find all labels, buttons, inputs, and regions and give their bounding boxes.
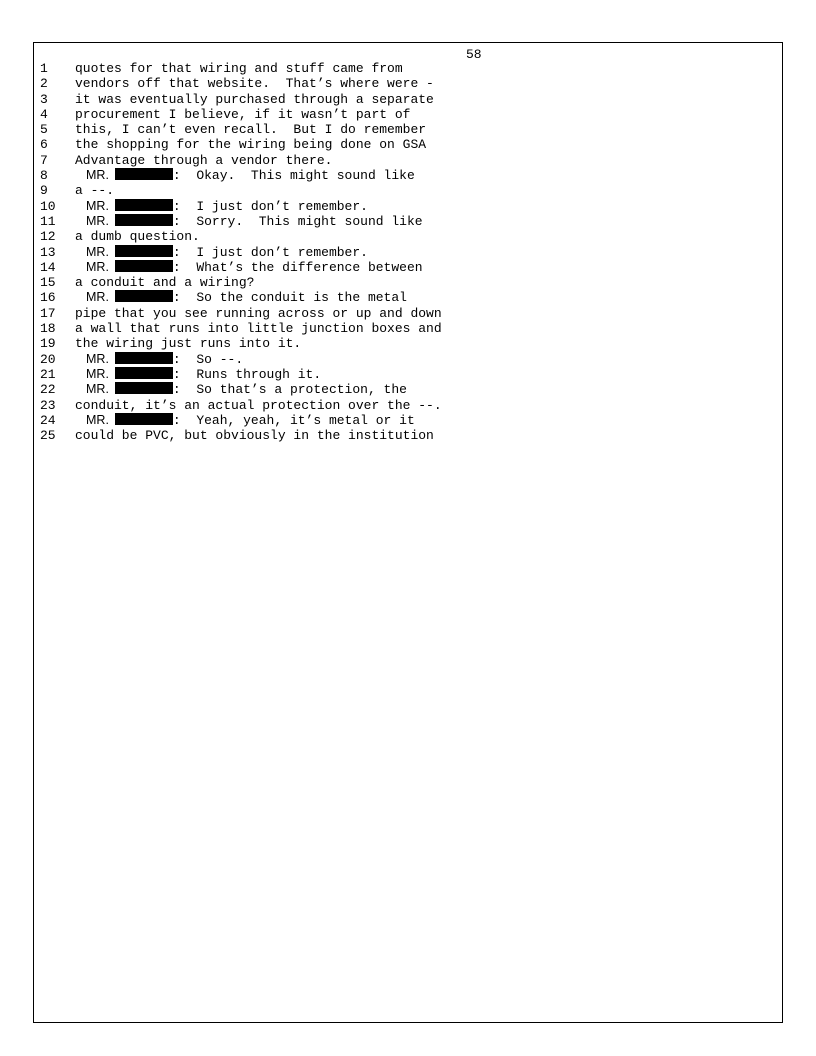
line-number: 7 bbox=[40, 152, 48, 168]
line-number: 10 bbox=[40, 198, 56, 214]
line-text bbox=[75, 245, 368, 260]
line-text: pipe that you see running across or up and down bbox=[75, 305, 442, 321]
line-number: 9 bbox=[40, 183, 48, 199]
redaction-box bbox=[115, 168, 173, 180]
transcript-line bbox=[40, 413, 740, 428]
transcript-line bbox=[40, 199, 740, 214]
speech-text: : Yeah, yeah, it’s metal or it bbox=[172, 412, 415, 428]
line-text: a --. bbox=[75, 183, 115, 199]
line-text bbox=[75, 290, 407, 305]
line-number: 20 bbox=[40, 351, 56, 367]
transcript-line bbox=[40, 245, 740, 260]
line-number: 3 bbox=[40, 91, 48, 107]
line-text bbox=[75, 382, 407, 397]
transcript-line bbox=[40, 382, 740, 397]
transcript-line bbox=[40, 275, 740, 290]
transcript-line bbox=[40, 229, 740, 244]
transcript-line bbox=[40, 214, 740, 229]
speaker-prefix: MR. bbox=[86, 351, 109, 366]
redaction-box bbox=[115, 382, 173, 394]
speech-text: : So the conduit is the metal bbox=[172, 290, 407, 306]
speaker-prefix: MR. bbox=[86, 198, 109, 213]
speech-text: : So that’s a protection, the bbox=[172, 382, 407, 398]
line-text: vendors off that website. That’s where were - bbox=[75, 76, 434, 92]
line-text: the wiring just runs into it. bbox=[75, 336, 302, 352]
transcript-line bbox=[40, 336, 740, 351]
line-number: 16 bbox=[40, 290, 56, 306]
transcript-line bbox=[40, 321, 740, 336]
line-number: 23 bbox=[40, 397, 56, 413]
line-text: the shopping for the wiring being done on GSA bbox=[75, 137, 427, 153]
line-number: 18 bbox=[40, 321, 56, 337]
speaker-prefix: MR. bbox=[86, 213, 109, 228]
line-text bbox=[75, 199, 368, 214]
line-text bbox=[75, 214, 423, 229]
line-text bbox=[75, 413, 415, 428]
transcript-line bbox=[40, 107, 740, 122]
redaction-box bbox=[115, 245, 173, 257]
line-number: 25 bbox=[40, 428, 56, 444]
transcript-line bbox=[40, 183, 740, 198]
redaction-box bbox=[115, 413, 173, 425]
redaction-box bbox=[115, 290, 173, 302]
line-number: 6 bbox=[40, 137, 48, 153]
line-number: 4 bbox=[40, 106, 48, 122]
line-number: 17 bbox=[40, 305, 56, 321]
speaker-prefix: MR. bbox=[86, 382, 109, 397]
redaction-box bbox=[115, 367, 173, 379]
transcript-line bbox=[40, 137, 740, 152]
transcript-line bbox=[40, 92, 740, 107]
redaction-box bbox=[115, 352, 173, 364]
redaction-box bbox=[115, 214, 173, 226]
transcript-body bbox=[40, 61, 740, 443]
line-number: 12 bbox=[40, 229, 56, 245]
line-number: 22 bbox=[40, 382, 56, 398]
line-text: it was eventually purchased through a separate bbox=[75, 91, 434, 107]
transcript-line bbox=[40, 290, 740, 305]
line-text: a dumb question. bbox=[75, 229, 200, 245]
line-text bbox=[75, 352, 243, 367]
line-text: a conduit and a wiring? bbox=[75, 275, 255, 291]
speech-text: : Sorry. This might sound like bbox=[172, 213, 423, 229]
line-text: Advantage through a vendor there. bbox=[75, 152, 333, 168]
transcript-line bbox=[40, 352, 740, 367]
line-text: quotes for that wiring and stuff came from bbox=[75, 61, 403, 76]
line-text bbox=[75, 168, 415, 183]
speech-text: : I just don’t remember. bbox=[172, 198, 368, 214]
speaker-prefix: MR. bbox=[86, 366, 109, 381]
line-number: 11 bbox=[40, 213, 56, 229]
speaker-prefix: MR. bbox=[86, 290, 109, 305]
line-text bbox=[75, 367, 321, 382]
line-number: 15 bbox=[40, 275, 56, 291]
speech-text: : I just don’t remember. bbox=[172, 244, 368, 260]
transcript-line bbox=[40, 76, 740, 91]
line-number: 1 bbox=[40, 61, 48, 76]
speaker-prefix: MR. bbox=[86, 412, 109, 427]
speech-text: : What’s the difference between bbox=[172, 259, 423, 275]
redaction-box bbox=[115, 199, 173, 211]
line-text: procurement I believe, if it wasn’t part of bbox=[75, 106, 411, 122]
line-number: 24 bbox=[40, 412, 56, 428]
redaction-box bbox=[115, 260, 173, 272]
line-text: this, I can’t even recall. But I do remember bbox=[75, 122, 427, 138]
page-number: 58 bbox=[466, 47, 482, 62]
line-number: 21 bbox=[40, 366, 56, 382]
transcript-line bbox=[40, 168, 740, 183]
line-number: 19 bbox=[40, 336, 56, 352]
line-text: a wall that runs into little junction boxes and bbox=[75, 321, 442, 337]
transcript-line bbox=[40, 398, 740, 413]
line-number: 2 bbox=[40, 76, 48, 92]
transcript-line bbox=[40, 61, 740, 76]
line-number: 14 bbox=[40, 259, 56, 275]
speaker-prefix: MR. bbox=[86, 244, 109, 259]
transcript-line bbox=[40, 306, 740, 321]
line-text: could be PVC, but obviously in the institution bbox=[75, 428, 434, 444]
line-number: 8 bbox=[40, 168, 48, 184]
transcript-line bbox=[40, 260, 740, 275]
line-text bbox=[75, 260, 423, 275]
line-number: 13 bbox=[40, 244, 56, 260]
line-number: 5 bbox=[40, 122, 48, 138]
speaker-prefix: MR. bbox=[86, 168, 109, 183]
line-text: conduit, it’s an actual protection over the --. bbox=[75, 397, 442, 413]
transcript-line bbox=[40, 153, 740, 168]
speech-text: : Runs through it. bbox=[172, 366, 322, 382]
transcript-line bbox=[40, 122, 740, 137]
speaker-prefix: MR. bbox=[86, 259, 109, 274]
transcript-line bbox=[40, 428, 740, 443]
speech-text: : Okay. This might sound like bbox=[172, 168, 415, 184]
speech-text: : So --. bbox=[172, 351, 244, 367]
transcript-line bbox=[40, 367, 740, 382]
